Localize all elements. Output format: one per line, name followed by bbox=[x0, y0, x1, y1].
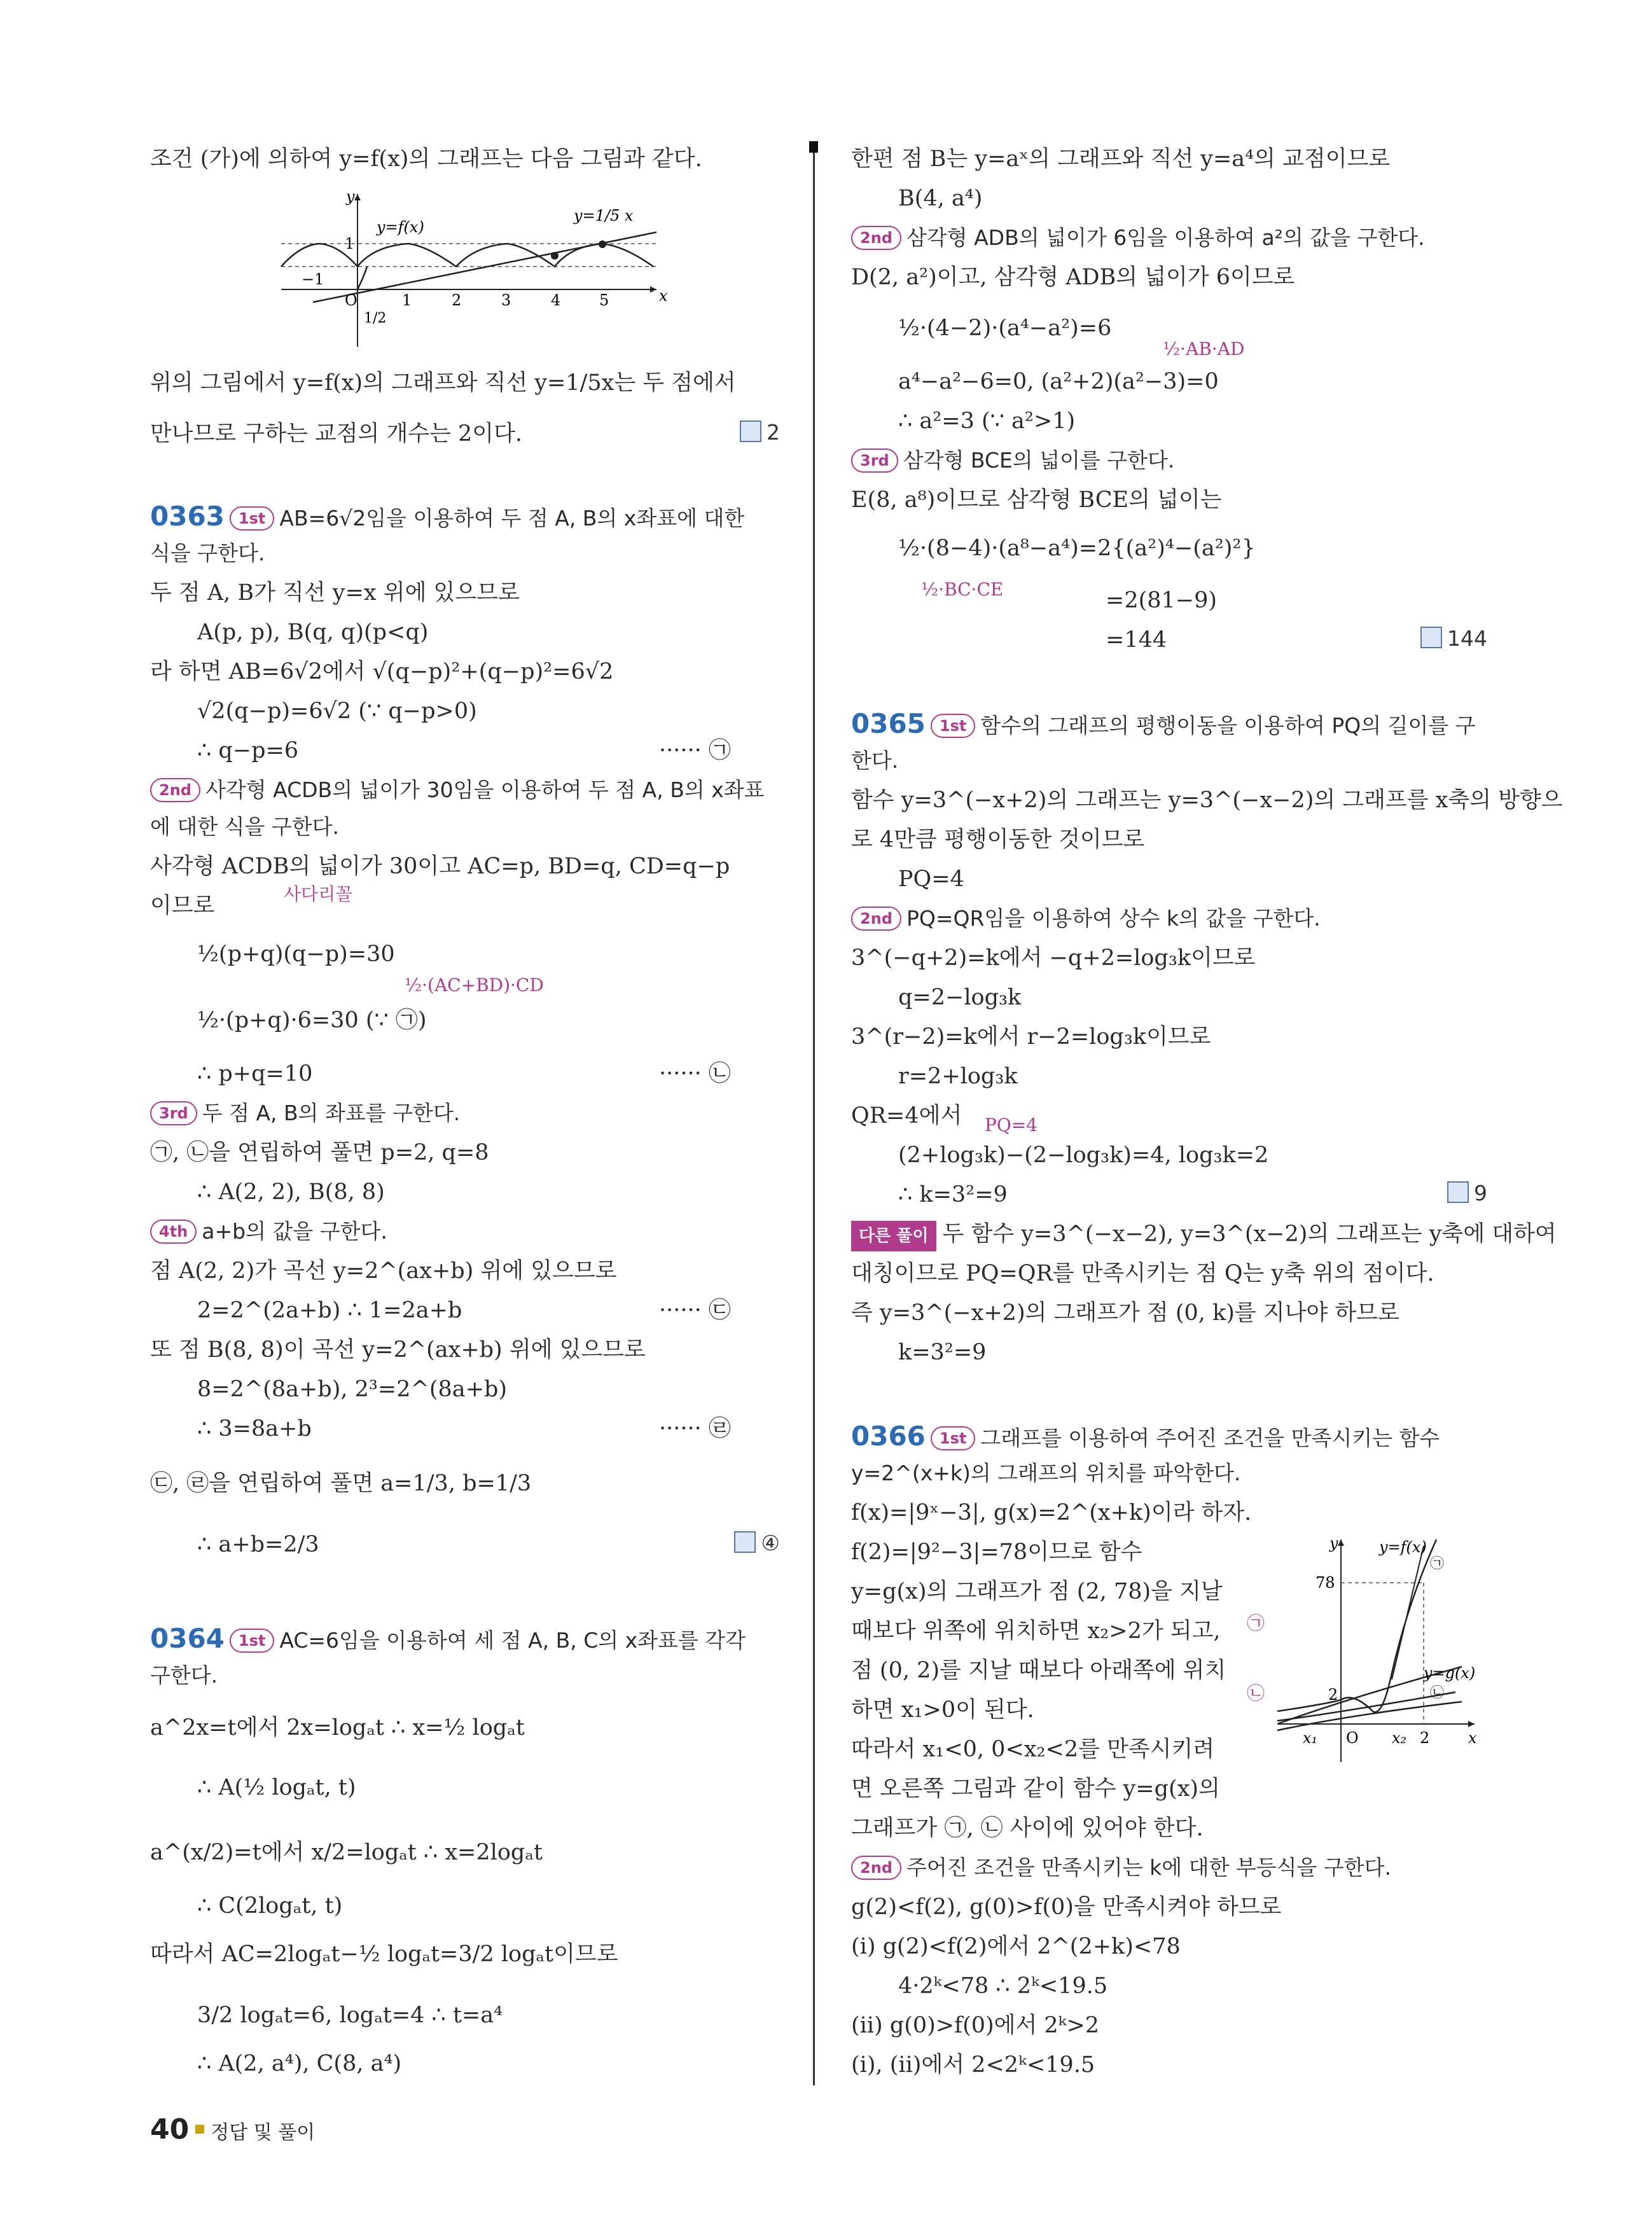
line-0366-4: 때보다 위쪽에 위치하면 x₂>2가 되고, bbox=[851, 1618, 1221, 1644]
graph2-x2: x₂ bbox=[1392, 1729, 1407, 1747]
step-tag: 2nd bbox=[851, 226, 901, 250]
line-0366-13: (ii) g(0)>f(0)에서 2ᵏ>2 bbox=[851, 2013, 1100, 2038]
line-0363-5: ∴ q−p=6 bbox=[197, 738, 299, 763]
graph-f-g bbox=[1271, 1533, 1487, 1769]
answer-0364 bbox=[1420, 626, 1487, 651]
after-graph-2: 만나므로 구하는 교점의 개수는 2이다. bbox=[150, 421, 523, 447]
line-0365-14: k=3²=9 bbox=[898, 1340, 987, 1365]
step-tag: 3rd bbox=[150, 1101, 197, 1125]
line-0363-7: 이므로 bbox=[150, 893, 215, 919]
step-tag: 2nd bbox=[851, 1856, 901, 1880]
column-divider-cap bbox=[809, 141, 818, 153]
right-line-1: 한편 점 B는 y=aˣ의 그래프와 직선 y=a⁴의 교점이므로 bbox=[851, 146, 1391, 172]
line-0363-6: 사각형 ACDB의 넓이가 30이고 AC=p, BD=q, CD=q−p bbox=[150, 854, 730, 879]
graph2-x1: x₁ bbox=[1303, 1729, 1318, 1747]
right-line-9: E(8, a⁸)이므로 삼각형 BCE의 넓이는 bbox=[851, 487, 1222, 513]
line-0365-10: ∴ k=3²=9 bbox=[898, 1182, 1008, 1207]
line-0363-3: 라 하면 AB=6√2에서 √(q−p)²+(q−p)²=6√2 bbox=[150, 659, 614, 685]
step-title-cont: 에 대한 식을 구한다. bbox=[150, 814, 339, 839]
answer-0362 bbox=[740, 420, 780, 445]
step-title: 주어진 조건을 만족시키는 k에 대한 부등식을 구한다. bbox=[906, 1855, 1391, 1880]
line-0366-7: 따라서 x₁<0, 0<x₂<2를 만족시키려 bbox=[851, 1737, 1215, 1762]
step-tag: 1st bbox=[230, 1629, 274, 1653]
line-0365-12: 대칭이므로 PQ=QR를 만족시키는 점 Q는 y축 위의 점이다. bbox=[851, 1261, 1434, 1286]
line-0363-14: 2=2^(2a+b) ∴ 1=2a+b bbox=[197, 1298, 462, 1323]
right-line-12: =144 bbox=[1106, 627, 1167, 653]
step-tag: 1st bbox=[931, 714, 975, 738]
line-0366-14: (i), (ii)에서 2<2ᵏ<19.5 bbox=[851, 2052, 1095, 2078]
answer-icon bbox=[1420, 627, 1442, 648]
problem-number: 0364 bbox=[150, 1623, 225, 1654]
step-title-cont: y=2^(x+k)의 그래프의 위치를 파악한다. bbox=[851, 1461, 1241, 1485]
annotation-triangle-area: ½·AB·AD bbox=[1163, 338, 1245, 359]
answer-value: 144 bbox=[1447, 626, 1487, 651]
alt-text: 두 함수 y=3^(−x−2), y=3^(x−2)의 그래프는 y축에 대하여 bbox=[942, 1221, 1557, 1247]
graph1-origin: O bbox=[345, 291, 357, 309]
graph2-g-label: y=g(x) bbox=[1424, 1664, 1476, 1682]
graph2-ylabel: y bbox=[1329, 1534, 1338, 1552]
line-0366-2: f(2)=|9²−3|=78이므로 함수 bbox=[851, 1539, 1142, 1565]
line-0363-9: ½·(p+q)·6=30 (∵ ㉠) bbox=[197, 1008, 427, 1033]
line-0363-11: ㉠, ㉡을 연립하여 풀면 p=2, q=8 bbox=[150, 1140, 489, 1165]
annotation-trapezoid: 사다리꼴 bbox=[284, 884, 353, 905]
step-tag: 4th bbox=[150, 1220, 197, 1244]
right-line-11: =2(81−9) bbox=[1106, 588, 1218, 613]
graph2-c1: ㉠ bbox=[1430, 1556, 1445, 1572]
problem-0366-header bbox=[851, 1422, 1440, 1452]
step-title: AB=6√2임을 이용하여 두 점 A, B의 x좌표에 대한 bbox=[279, 506, 745, 531]
answer-value: 2 bbox=[767, 420, 780, 445]
line-0363-4: √2(q−p)=6√2 (∵ q−p>0) bbox=[197, 698, 477, 724]
graph2-origin: O bbox=[1346, 1729, 1359, 1747]
step4-header bbox=[150, 1218, 387, 1246]
graph1-ylabel: y bbox=[346, 188, 355, 205]
graph1-line-label: y=1/5 x bbox=[574, 207, 634, 225]
step-title: 함수의 그래프의 평행이동을 이용하여 PQ의 길이를 구 bbox=[980, 713, 1476, 738]
marker-4: ······ ㉣ bbox=[659, 1416, 731, 1442]
step-tag: 2nd bbox=[851, 907, 901, 931]
annotation-area-formula: ½·(AC+BD)·CD bbox=[405, 975, 544, 996]
line-0365-7: r=2+log₃k bbox=[898, 1064, 1018, 1089]
right-step3-header bbox=[851, 447, 1174, 475]
line-0363-17: ∴ 3=8a+b bbox=[197, 1416, 312, 1442]
graph1-xtick-3: 3 bbox=[501, 291, 511, 309]
step-title: AC=6임을 이용하여 세 점 A, B, C의 x좌표를 각각 bbox=[279, 1628, 746, 1653]
page-footer bbox=[150, 2113, 315, 2146]
marker-1: ······ ㉠ bbox=[659, 738, 731, 763]
graph2-xlabel: x bbox=[1468, 1729, 1477, 1747]
problem-number: 0366 bbox=[851, 1421, 926, 1452]
step-tag: 3rd bbox=[851, 448, 898, 473]
line-0364-1: a^2x=t에서 2x=logₐt ∴ x=½ logₐt bbox=[150, 1715, 525, 1741]
line-0363-19: ∴ a+b=2/3 bbox=[197, 1532, 319, 1557]
graph2-f-label: y=f(x) bbox=[1379, 1538, 1427, 1556]
step-title-cont: 구한다. bbox=[150, 1663, 218, 1688]
answer-0363 bbox=[734, 1531, 780, 1555]
right-line-7: ∴ a²=3 (∵ a²>1) bbox=[898, 408, 1076, 434]
step-title: a+b의 값을 구한다. bbox=[202, 1219, 387, 1244]
page-number: 40 bbox=[150, 2113, 190, 2146]
graph2-y2: 2 bbox=[1328, 1686, 1338, 1704]
line-0364-5: 따라서 AC=2logₐt−½ logₐt=3/2 logₐt이므로 bbox=[150, 1942, 618, 1967]
right-line-4: D(2, a²)이고, 삼각형 ADB의 넓이가 6이므로 bbox=[851, 265, 1295, 290]
line-0363-12: ∴ A(2, 2), B(8, 8) bbox=[197, 1179, 385, 1205]
problem-number: 0365 bbox=[851, 708, 926, 739]
line-0365-1: 함수 y=3^(−x+2)의 그래프는 y=3^(−x−2)의 그래프를 x축의 방향으 bbox=[851, 788, 1563, 813]
graph2-two: 2 bbox=[1420, 1729, 1430, 1747]
problem-0365-header bbox=[851, 710, 1476, 740]
line-0365-6: 3^(r−2)=k에서 r−2=log₃k이므로 bbox=[851, 1024, 1211, 1050]
marker-3: ······ ㉢ bbox=[659, 1298, 731, 1323]
graph-periodic-function bbox=[275, 188, 809, 353]
graph1-xtick-2: 2 bbox=[452, 291, 462, 309]
line-0366-1: f(x)=|9ˣ−3|, g(x)=2^(x+k)이라 하자. bbox=[851, 1500, 1252, 1526]
step-tag: 2nd bbox=[150, 778, 200, 802]
problem-0363-header bbox=[150, 503, 744, 532]
line-0366-12: 4·2ᵏ<78 ∴ 2ᵏ<19.5 bbox=[898, 1973, 1108, 1999]
graph2-y78: 78 bbox=[1315, 1574, 1335, 1592]
line-0364-4: ∴ C(2logₐt, t) bbox=[197, 1893, 343, 1919]
marker-circle-1: ㉠ bbox=[1247, 1613, 1265, 1634]
line-0364-3: a^(x/2)=t에서 x/2=logₐt ∴ x=2logₐt bbox=[150, 1840, 543, 1865]
line-0364-6: 3/2 logₐt=6, logₐt=4 ∴ t=a⁴ bbox=[197, 2003, 503, 2028]
line-0363-18: ㉢, ㉣을 연립하여 풀면 a=1/3, b=1/3 bbox=[150, 1471, 532, 1496]
line-0365-2: 로 4만큼 평행이동한 것이므로 bbox=[851, 827, 1145, 852]
step-title-cont: 한다. bbox=[851, 748, 899, 773]
column-divider bbox=[813, 145, 815, 2085]
line-0363-16: 8=2^(8a+b), 2³=2^(8a+b) bbox=[197, 1377, 508, 1402]
graph1-xhalf: 1/2 bbox=[364, 310, 387, 326]
graph1-curve-label: y=f(x) bbox=[377, 218, 424, 236]
line-0363-15: 또 점 B(8, 8)이 곡선 y=2^(ax+b) 위에 있으므로 bbox=[150, 1337, 646, 1363]
line-0366-3: y=g(x)의 그래프가 점 (2, 78)을 지날 bbox=[851, 1579, 1223, 1604]
graph1-xtick-4: 4 bbox=[551, 291, 561, 309]
step-title: 삼각형 BCE의 넓이를 구한다. bbox=[903, 448, 1175, 473]
step-tag: 1st bbox=[230, 506, 274, 531]
after-graph-1: 위의 그림에서 y=f(x)의 그래프와 직선 y=1/5x는 두 점에서 bbox=[150, 370, 736, 396]
graph1-xtick-5: 5 bbox=[599, 291, 609, 309]
step-title: 사각형 ACDB의 넓이가 30임을 이용하여 두 점 A, B의 x좌표 bbox=[205, 777, 765, 802]
step-tag: 1st bbox=[931, 1426, 975, 1450]
step2-header bbox=[150, 776, 765, 804]
line-0364-7: ∴ A(2, a⁴), C(8, a⁴) bbox=[197, 2051, 402, 2076]
graph1-xtick-1: 1 bbox=[402, 291, 412, 309]
line-0363-2: A(p, p), B(q, q)(p<q) bbox=[197, 620, 429, 645]
alt-solution-label: 다른 풀이 bbox=[851, 1221, 936, 1251]
alt-solution-line-1 bbox=[851, 1220, 1557, 1251]
step-title: PQ=QR임을 이용하여 상수 k의 값을 구한다. bbox=[906, 906, 1321, 931]
marker-2: ······ ㉡ bbox=[659, 1061, 731, 1087]
step2-header-0366 bbox=[851, 1854, 1391, 1882]
right-step2-header bbox=[851, 224, 1425, 252]
answer-icon bbox=[734, 1531, 756, 1553]
annotation-pq: PQ=4 bbox=[985, 1115, 1038, 1136]
line-0366-11: (i) g(2)<f(2)에서 2^(2+k)<78 bbox=[851, 1934, 1181, 1959]
answer-icon bbox=[740, 420, 761, 442]
line-0366-8: 면 오른쪽 그림과 같이 함수 y=g(x)의 bbox=[851, 1776, 1220, 1802]
line-0366-9: 그래프가 ㉠, ㉡ 사이에 있어야 한다. bbox=[851, 1816, 1204, 1841]
answer-icon bbox=[1447, 1181, 1469, 1203]
line-0365-8: QR=4에서 bbox=[851, 1103, 962, 1129]
line-0365-13: 즉 y=3^(−x+2)의 그래프가 점 (0, k)를 지나야 하므로 bbox=[851, 1300, 1399, 1326]
line-0363-1: 두 점 A, B가 직선 y=x 위에 있으므로 bbox=[150, 580, 520, 606]
right-line-6: a⁴−a²−6=0, (a²+2)(a²−3)=0 bbox=[898, 369, 1219, 394]
intro-text: 조건 (가)에 의하여 y=f(x)의 그래프는 다음 그림과 같다. bbox=[150, 146, 702, 172]
step-title: 삼각형 ADB의 넓이가 6임을 이용하여 a²의 값을 구한다. bbox=[906, 225, 1425, 250]
answer-0365 bbox=[1447, 1181, 1487, 1206]
right-line-10: ½·(8−4)·(a⁸−a⁴)=2{(a²)⁴−(a²)²} bbox=[898, 536, 1256, 561]
line-0363-8: ½(p+q)(q−p)=30 bbox=[197, 942, 395, 967]
step-title-cont: 식을 구한다. bbox=[150, 541, 265, 566]
line-0366-10: g(2)<f(2), g(0)>f(0)을 만족시켜야 하므로 bbox=[851, 1894, 1282, 1920]
graph2-c2: ㉡ bbox=[1430, 1685, 1445, 1701]
right-line-2: B(4, a⁴) bbox=[898, 186, 983, 211]
line-0365-4: 3^(−q+2)=k에서 −q+2=log₃k이므로 bbox=[851, 945, 1256, 971]
line-0363-10: ∴ p+q=10 bbox=[197, 1061, 313, 1087]
line-0365-5: q=2−log₃k bbox=[898, 985, 1022, 1010]
footer-label: 정답 및 풀이 bbox=[211, 2122, 316, 2144]
step-title: 그래프를 이용하여 주어진 조건을 만족시키는 함수 bbox=[980, 1426, 1440, 1450]
line-0364-2: ∴ A(½ logₐt, t) bbox=[197, 1775, 356, 1800]
step2-header-0365 bbox=[851, 905, 1321, 933]
problem-number: 0363 bbox=[150, 501, 225, 532]
problem-0364-header bbox=[150, 1625, 746, 1655]
graph1-y1: 1 bbox=[345, 235, 355, 253]
annotation-triangle-area-2: ½·BC·CE bbox=[921, 579, 1004, 600]
line-0363-13: 점 A(2, 2)가 곡선 y=2^(ax+b) 위에 있으므로 bbox=[150, 1258, 617, 1284]
graph1-xlabel: x bbox=[659, 287, 668, 305]
step3-header bbox=[150, 1099, 460, 1127]
line-0366-6: 하면 x₁>0이 된다. bbox=[851, 1697, 1034, 1723]
line-0366-5: 점 (0, 2)를 지날 때보다 아래쪽에 위치 bbox=[851, 1658, 1226, 1683]
footer-square-icon bbox=[195, 2125, 204, 2134]
answer-value: ④ bbox=[761, 1531, 780, 1555]
right-line-5: ½·(4−2)·(a⁴−a²)=6 bbox=[898, 316, 1112, 341]
graph1-yneg1: −1 bbox=[302, 270, 324, 288]
answer-value: 9 bbox=[1474, 1181, 1487, 1206]
line-0365-9: (2+log₃k)−(2−log₃k)=4, log₃k=2 bbox=[898, 1143, 1269, 1168]
marker-circle-2: ㉡ bbox=[1247, 1683, 1265, 1704]
step-title: 두 점 A, B의 좌표를 구한다. bbox=[202, 1101, 461, 1125]
line-0365-3: PQ=4 bbox=[898, 866, 964, 892]
